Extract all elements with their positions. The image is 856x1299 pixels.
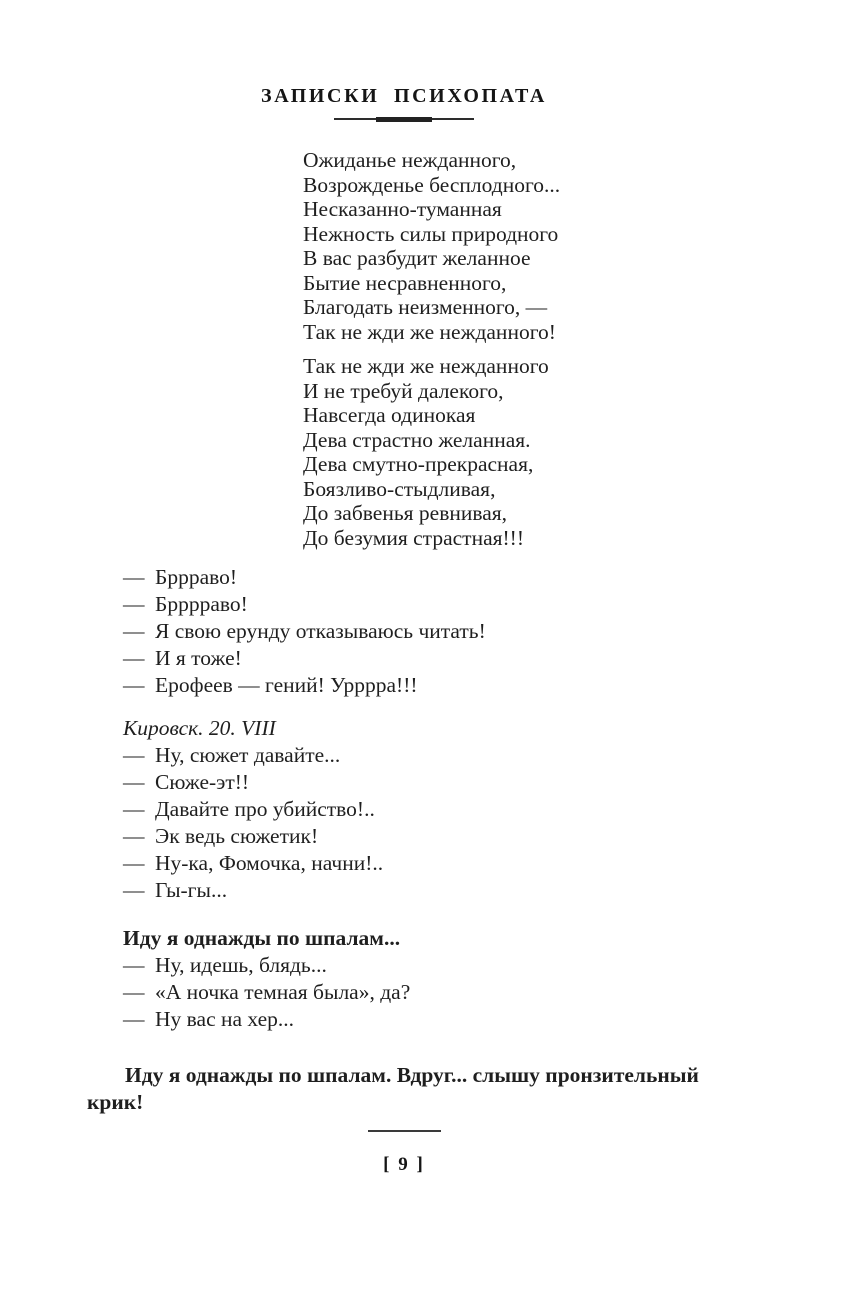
page-number: [ 9 ]: [383, 1154, 425, 1175]
dialogue-dash: —: [123, 878, 145, 902]
dialogue-text: Я свою ерунду отказываюсь читать!: [155, 619, 486, 643]
dialogue-text: Давайте про убийство!..: [155, 797, 375, 821]
narrator-line: Иду я однажды по шпалам...: [123, 926, 401, 950]
dateline: Кировск. 20. VIII: [123, 716, 276, 740]
dialogue-line: [87, 823, 721, 850]
dialogue-text: Ну, сюжет давайте...: [155, 743, 341, 767]
poem-line: До забвенья ревнивая,: [303, 501, 508, 525]
dialogue-text: Сюже-эт!!: [155, 770, 250, 794]
dialogue-dash: —: [123, 851, 145, 875]
dialogue-text: Ну, идешь, блядь...: [155, 953, 327, 977]
dialogue-dash: —: [123, 953, 145, 977]
poem-line: Боязливо-стыдливая,: [303, 476, 496, 501]
header-decorative-rule: [334, 117, 474, 122]
dialogue-text: И я тоже!: [155, 646, 242, 670]
dialogue-text: Ну-ка, Фомочка, начни!..: [155, 851, 384, 875]
poem-line: Так не жди же нежданного!: [303, 319, 556, 344]
dialogue-dash: —: [123, 565, 145, 589]
dialogue-line: [87, 645, 721, 672]
footer-rule: [368, 1130, 441, 1132]
poem-line: Ожиданье нежданного,: [303, 148, 517, 172]
poem-line: Навсегда одинокая: [303, 403, 476, 427]
dialogue-dash: —: [123, 770, 145, 794]
dialogue-dash: —: [123, 646, 145, 670]
dialogue-line: [87, 742, 721, 769]
dialogue-block-1: [87, 564, 721, 699]
poem-stanza-1: [303, 148, 721, 344]
dialogue-block-2: [87, 742, 721, 904]
dialogue-text: Брррaво!: [155, 565, 238, 589]
poem-line: Так не жди же нежданного: [303, 354, 549, 378]
running-head-title: ЗАПИСКИ ПСИХОПАТА: [261, 85, 547, 107]
dialogue-dash: —: [123, 619, 145, 643]
dialogue-dash: —: [123, 743, 145, 767]
dialogue-text: Ерофеев — гений! Урррра!!!: [155, 673, 418, 697]
poem-line: Несказанно-туманная: [303, 197, 502, 221]
dialogue-line: [87, 877, 721, 904]
poem-line: Бытие несравненного,: [303, 270, 507, 295]
dialogue-dash: —: [123, 980, 145, 1004]
dialogue-line: [87, 591, 721, 618]
poem-block: [303, 148, 721, 550]
dialogue-line: [87, 672, 721, 699]
dialogue-text: «А ночка темная была», да?: [155, 980, 411, 1004]
dialogue-line: [87, 979, 721, 1006]
poem-line: Дева смутно-прекрасная,: [303, 452, 534, 476]
dialogue-line: [87, 618, 721, 645]
dialogue-block-3: [87, 952, 721, 1033]
dialogue-text: Гы-гы...: [155, 878, 228, 902]
dialogue-line: [87, 564, 721, 591]
page-content: [87, 85, 721, 1176]
poem-line: До безумия страстная!!!: [303, 525, 524, 550]
dialogue-line: [87, 796, 721, 823]
poem-line: Благодать неизменного, —: [303, 295, 548, 319]
dialogue-dash: —: [123, 592, 145, 616]
dialogue-line: [87, 952, 721, 979]
dialogue-dash: —: [123, 673, 145, 697]
dialogue-dash: —: [123, 797, 145, 821]
dialogue-line: [87, 769, 721, 796]
header-rule-thick-segment: [376, 117, 432, 122]
dialogue-line: [87, 850, 721, 877]
poem-line: Нежность силы природного: [303, 221, 559, 246]
closing-paragraph: Иду я однажды по шпалам. Вдруг... слышу пронзительный крик!: [87, 1063, 699, 1114]
poem-stanza-2: [303, 354, 721, 550]
dialogue-dash: —: [123, 824, 145, 848]
dialogue-text: Эк ведь сюжетик!: [155, 824, 319, 848]
poem-line: И не требуй далекого,: [303, 378, 504, 403]
poem-line: Дева страстно желанная.: [303, 427, 531, 452]
dialogue-text: Ну вас на хер...: [155, 1007, 295, 1031]
dialogue-line: [87, 1006, 721, 1033]
poem-line: В вас разбудит желанное: [303, 246, 531, 270]
poem-line: Возрожденье бесплодного...: [303, 172, 561, 197]
dialogue-text: Бррррaво!: [155, 592, 248, 616]
dialogue-dash: —: [123, 1007, 145, 1031]
